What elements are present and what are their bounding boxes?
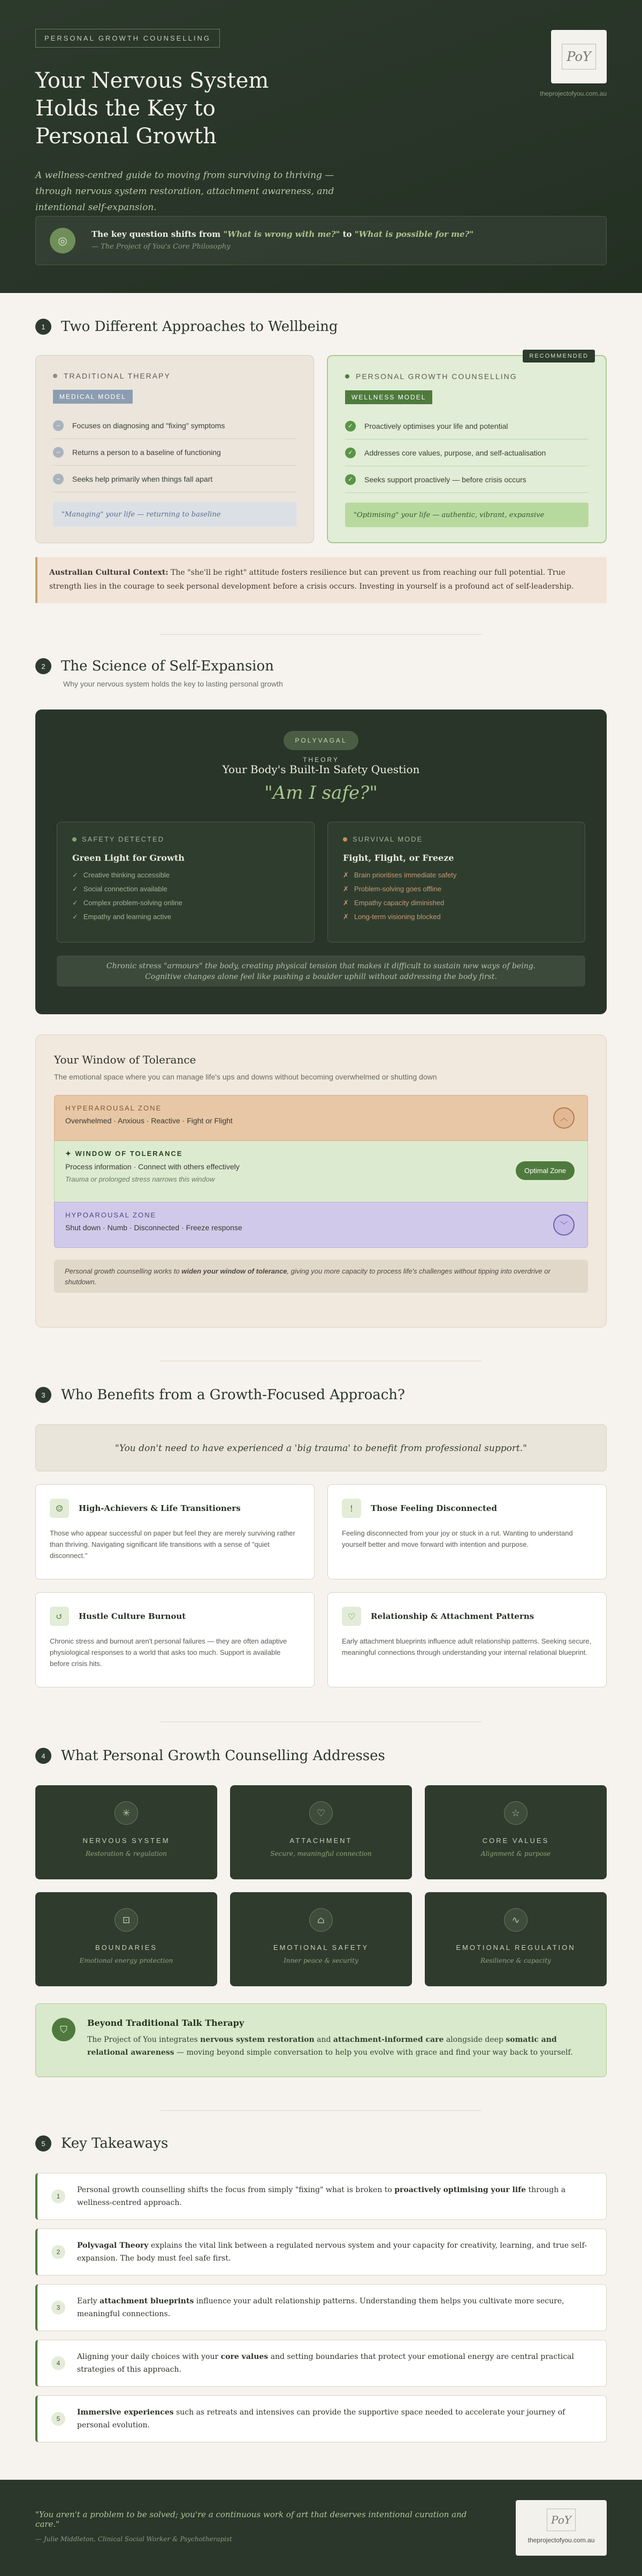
takeaway-item — [35, 2284, 607, 2331]
hero-badge: PERSONAL GROWTH COUNSELLING — [35, 29, 220, 48]
tile-title: BOUNDARIES — [95, 1943, 157, 1952]
tile-sub: Restoration & regulation — [85, 1850, 167, 1857]
check-icon: ✓ — [72, 885, 78, 893]
benefit-card — [327, 1592, 607, 1687]
list-item — [53, 439, 296, 466]
check-icon: ✓ — [72, 913, 78, 921]
logo[interactable] — [551, 30, 607, 83]
quote-a: "What is wrong with me?" — [223, 229, 340, 239]
takeaway-number: 3 — [51, 2301, 65, 2315]
footer-url[interactable]: theprojectofyou.com.au — [528, 2536, 595, 2544]
focus-tile — [230, 1892, 412, 1986]
takeaway-number: 4 — [51, 2356, 65, 2370]
quote-b: "What is possible for me?" — [354, 229, 474, 239]
focus-tile — [35, 1785, 217, 1879]
benefit-card — [327, 1484, 607, 1579]
list-item: ✗ Brain prioritises immediate safety — [343, 871, 457, 879]
traditional-therapy-card — [35, 355, 314, 543]
item-text: Addresses core values, purpose, and self-actualisation — [364, 448, 546, 457]
optimal-zone-button[interactable]: Optimal Zone — [516, 1161, 575, 1180]
check-icon: ✓ — [72, 899, 78, 907]
footer-quote: "You aren't a problem to be solved; you're a continuous work of art that deserves intentional curation and care." — [35, 2510, 467, 2529]
pulse-icon: ∿ — [504, 1908, 528, 1932]
target-icon: ◎ — [50, 228, 75, 253]
note-text: , giving you more capacity to process life's challenges without tipping into overdrive or shutdown. — [65, 1267, 551, 1286]
list-item: ✓ Social connection available — [72, 885, 167, 893]
section-number: 2 — [35, 658, 51, 674]
benefit-text: Feeling disconnected from your joy or stuck in a rut. Wanting to understand yourself better and move forward with intention and purpose. — [342, 1529, 573, 1548]
takeaway-number: 5 — [51, 2412, 65, 2426]
takeaway-number: 2 — [51, 2245, 65, 2259]
am-i-safe: "Am I safe?" — [264, 782, 378, 804]
takeaway-text: Aligning your daily choices with your core values and setting boundaries that protect your emotional energy are central practical strategies of this approach. — [77, 2353, 574, 2374]
footer-cite: — Julie Middleton, Clinical Social Worker & Psychotherapist — [35, 2535, 232, 2543]
focus-tile — [425, 1892, 607, 1986]
hyperarousal-zone — [54, 1095, 588, 1141]
section-title: What Personal Growth Counselling Addresses — [61, 1748, 385, 1764]
benefit-card — [35, 1484, 315, 1579]
item-text: Seeks help primarily when things fall apart — [72, 474, 213, 483]
personal-growth-card — [327, 355, 607, 543]
polyvagal-panel — [35, 709, 607, 1014]
card-footer: "Optimising" your life — authentic, vibrant, expansive — [345, 503, 588, 527]
hero — [0, 0, 642, 293]
tile-sub: Alignment & purpose — [480, 1850, 551, 1857]
cultural-context-note — [35, 557, 607, 603]
item-text: Seeks support proactively — before crisis occurs — [364, 475, 526, 484]
note-emphasis: widen your window of tolerance — [181, 1267, 287, 1275]
takeaway-item — [35, 2340, 607, 2387]
footer — [0, 2480, 642, 2576]
zone-label: HYPOAROUSAL ZONE — [65, 1211, 157, 1219]
nervous-system-icon: ✳ — [114, 1801, 138, 1825]
hero-quote-box — [35, 216, 607, 265]
hero-subtitle: A wellness-centred guide to moving from surviving to thriving — through nervous system restoration, attachment awareness, and intentional self-expansion. — [35, 170, 334, 213]
wot-note — [54, 1260, 588, 1293]
benefit-text: Chronic stress and burnout aren't personal failures — they are often adaptive physiological responses to a world that asks too much. Support is available before crisis hits. — [50, 1637, 287, 1668]
dot-icon — [72, 837, 77, 842]
takeaway-text: Early attachment blueprints influence your adult relationship patterns. Understanding them helps you cultivate more secure, meaningful connections. — [77, 2297, 564, 2318]
minus-icon: – — [53, 420, 64, 431]
logo-mark: PoY — [547, 2509, 576, 2531]
focus-tile — [35, 1892, 217, 1986]
section-number: 4 — [35, 1748, 51, 1764]
beyond-title: Beyond Traditional Talk Therapy — [87, 2018, 244, 2028]
check-icon: ✓ — [345, 448, 356, 458]
list-item: ✗ Long-term visioning blocked — [343, 913, 441, 921]
heart-icon: ♡ — [342, 1607, 361, 1626]
cross-icon: ✗ — [343, 913, 349, 921]
benefit-text: Early attachment blueprints influence adult relationship patterns. Seeking secure, meaningful connections through understanding your internal relational blueprint. — [342, 1637, 592, 1656]
home-icon: ⌂ — [309, 1908, 333, 1932]
section-title: Key Takeaways — [61, 2135, 169, 2151]
takeaway-item — [35, 2173, 607, 2220]
page-title: Your Nervous System Holds the Key to Personal Growth — [35, 68, 269, 149]
benefit-card — [35, 1592, 315, 1687]
polyvagal-question: Your Body's Built-In Safety Question — [222, 763, 420, 776]
item-text: Focuses on diagnosing and "fixing" symptoms — [72, 421, 225, 430]
section-approaches — [0, 293, 642, 603]
zone-label: ✦ WINDOW OF TOLERANCE — [65, 1150, 183, 1158]
section-number: 3 — [35, 1387, 51, 1403]
tile-title: CORE VALUES — [482, 1837, 549, 1845]
tile-sub: Inner peace & security — [284, 1957, 358, 1964]
context-text: The "she'll be right" attitude fosters resilience but can prevent us from reaching our full potential. True strength lies in the courage to seek personal development before a crisis occurs. Investing in yourself is a profound act of self-leadership. — [49, 568, 574, 591]
takeaway-number: 1 — [51, 2189, 65, 2203]
tile-title: NERVOUS SYSTEM — [82, 1837, 170, 1845]
card-footer: "Managing" your life — returning to baseline — [53, 502, 296, 527]
mode-label: SURVIVAL MODE — [353, 835, 423, 843]
polyvagal-badge: POLYVAGAL THEORY — [284, 731, 358, 750]
mode-title: Fight, Flight, or Freeze — [343, 853, 454, 863]
list-item: ✓ Complex problem-solving online — [72, 899, 182, 907]
benefit-quote: "You don't need to have experienced a 'big trauma' to benefit from professional support." — [35, 1424, 607, 1471]
item-text: Proactively optimises your life and potential — [364, 421, 508, 430]
safety-detected-card — [57, 822, 315, 943]
window-of-tolerance — [35, 1035, 607, 1328]
tile-title: EMOTIONAL REGULATION — [456, 1943, 576, 1952]
dot-icon — [53, 374, 57, 378]
zone-desc: Shut down · Numb · Disconnected · Freeze response — [65, 1223, 242, 1232]
zone-desc: Process information · Connect with others effectively — [65, 1162, 240, 1171]
check-icon: ✓ — [345, 421, 356, 431]
section-subtitle: Why your nervous system holds the key to lasting personal growth — [63, 680, 283, 688]
list-item — [345, 439, 588, 466]
tile-title: EMOTIONAL SAFETY — [273, 1943, 369, 1952]
shield-icon: ⛉ — [52, 2018, 75, 2041]
takeaway-item — [35, 2228, 607, 2276]
section-number: 5 — [35, 2135, 51, 2151]
burnout-icon: ↺ — [50, 1607, 69, 1626]
survival-mode-card — [327, 822, 585, 943]
polyvagal-note: Chronic stress "armours" the body, creating physical tension that makes it difficult to sustain new ways of being. Cognitive changes alone feel like pushing a boulder uphill without addressing the body first. — [57, 955, 585, 986]
section-who-benefits — [0, 1361, 642, 1687]
section-addresses — [0, 1722, 642, 2077]
check-icon: ✓ — [72, 871, 78, 879]
quote-lead: The key question shifts from — [91, 229, 221, 239]
star-icon: ☆ — [504, 1801, 528, 1825]
benefit-title: High-Achievers & Life Transitioners — [79, 1503, 241, 1513]
medical-model-tag: MEDICAL MODEL — [53, 390, 133, 404]
wot-subtitle: The emotional space where you can manage life's ups and downs without becoming overwhelmed or shutting down — [54, 1073, 437, 1081]
takeaway-text: Polyvagal Theory explains the vital link between a regulated nervous system and your capacity for creativity, learning, and true self-expansion. The body must feel safe first. — [77, 2241, 587, 2263]
list-item — [53, 466, 296, 492]
section-science — [0, 635, 642, 1328]
dot-icon — [345, 374, 349, 379]
benefit-text: Those who appear successful on paper but feel they are merely surviving rather than thriving. Navigating significant life transitions with a sense of "quiet disconnect." — [50, 1529, 295, 1560]
takeaway-text: Immersive experiences such as retreats and intensives can provide the supportive space needed to accelerate your journey of personal evolution. — [77, 2408, 565, 2430]
cross-icon: ✗ — [343, 899, 349, 907]
check-icon: ✓ — [345, 474, 356, 485]
zone-label: HYPERAROUSAL ZONE — [65, 1104, 162, 1112]
recommended-badge: RECOMMENDED — [523, 350, 595, 363]
card-label: TRADITIONAL THERAPY — [64, 372, 171, 380]
alert-icon: ! — [342, 1499, 361, 1518]
hypoarousal-zone — [54, 1202, 588, 1248]
list-item: ✓ Creative thinking accessible — [72, 871, 170, 879]
mode-title: Green Light for Growth — [72, 853, 185, 863]
focus-tile — [230, 1785, 412, 1879]
section-title: Who Benefits from a Growth-Focused Approach? — [61, 1387, 405, 1403]
list-item: ✓ Empathy and learning active — [72, 913, 171, 921]
benefit-title: Hustle Culture Burnout — [79, 1611, 186, 1621]
minus-icon: – — [53, 447, 64, 458]
footer-logo[interactable] — [516, 2500, 607, 2556]
dot-icon — [343, 837, 347, 842]
attachment-heart-icon: ♡ — [309, 1801, 333, 1825]
tile-sub: Resilience & capacity — [480, 1957, 551, 1964]
mode-label: SAFETY DETECTED — [82, 835, 165, 843]
tile-sub: Secure, meaningful connection — [270, 1850, 372, 1857]
benefit-title: Relationship & Attachment Patterns — [371, 1611, 534, 1621]
takeaway-item — [35, 2395, 607, 2442]
beyond-talk-therapy — [35, 2003, 607, 2077]
tile-title: ATTACHMENT — [289, 1837, 353, 1845]
list-item — [345, 466, 588, 493]
takeaway-text: Personal growth counselling shifts the focus from simply "fixing" what is broken to proactively optimising your life through a wellness-centred approach. — [77, 2186, 566, 2207]
wot-title: Your Window of Tolerance — [54, 1053, 196, 1066]
focus-tile — [425, 1785, 607, 1879]
benefit-title: Those Feeling Disconnected — [371, 1503, 497, 1513]
tile-sub: Emotional energy protection — [79, 1957, 173, 1964]
zone-desc: Overwhelmed · Anxious · Reactive · Fight or Flight — [65, 1116, 233, 1125]
minus-icon: – — [53, 474, 64, 484]
chevron-down-icon[interactable]: ﹀ — [553, 1214, 575, 1236]
person-icon: ☺ — [50, 1499, 69, 1518]
section-title: Two Different Approaches to Wellbeing — [61, 319, 338, 335]
section-number: 1 — [35, 319, 51, 335]
note-text: Personal growth counselling works to — [65, 1267, 180, 1275]
quote-to: to — [342, 229, 352, 239]
section-takeaways — [0, 2111, 642, 2442]
item-text: Returns a person to a baseline of functioning — [72, 448, 221, 457]
wellness-model-tag: WELLNESS MODEL — [345, 390, 432, 404]
context-label: Australian Cultural Context: — [49, 568, 169, 577]
cross-icon: ✗ — [343, 885, 349, 893]
list-item: ✗ Empathy capacity diminished — [343, 899, 445, 907]
card-label: PERSONAL GROWTH COUNSELLING — [356, 372, 517, 381]
section-title: The Science of Self-Expansion — [61, 658, 274, 674]
boundary-icon: ⊡ — [114, 1908, 138, 1932]
quote-cite: — The Project of You's Core Philosophy — [91, 243, 231, 251]
chevron-up-icon[interactable]: ︿ — [553, 1107, 575, 1129]
list-item — [53, 412, 296, 439]
hero-url[interactable]: theprojectofyou.com.au — [540, 90, 607, 97]
list-item — [345, 413, 588, 439]
logo-mark: PoY — [562, 44, 596, 70]
cross-icon: ✗ — [343, 871, 349, 879]
zone-note: Trauma or prolonged stress narrows this window — [65, 1175, 215, 1183]
window-zone — [54, 1141, 588, 1202]
list-item: ✗ Problem-solving goes offline — [343, 885, 441, 893]
beyond-text: The Project of You integrates nervous system restoration and attachment-informed care alongside deep somatic and relational awareness — moving beyond simple conversation to help you evolve with grace and find your way back to yourself. — [87, 2035, 573, 2057]
